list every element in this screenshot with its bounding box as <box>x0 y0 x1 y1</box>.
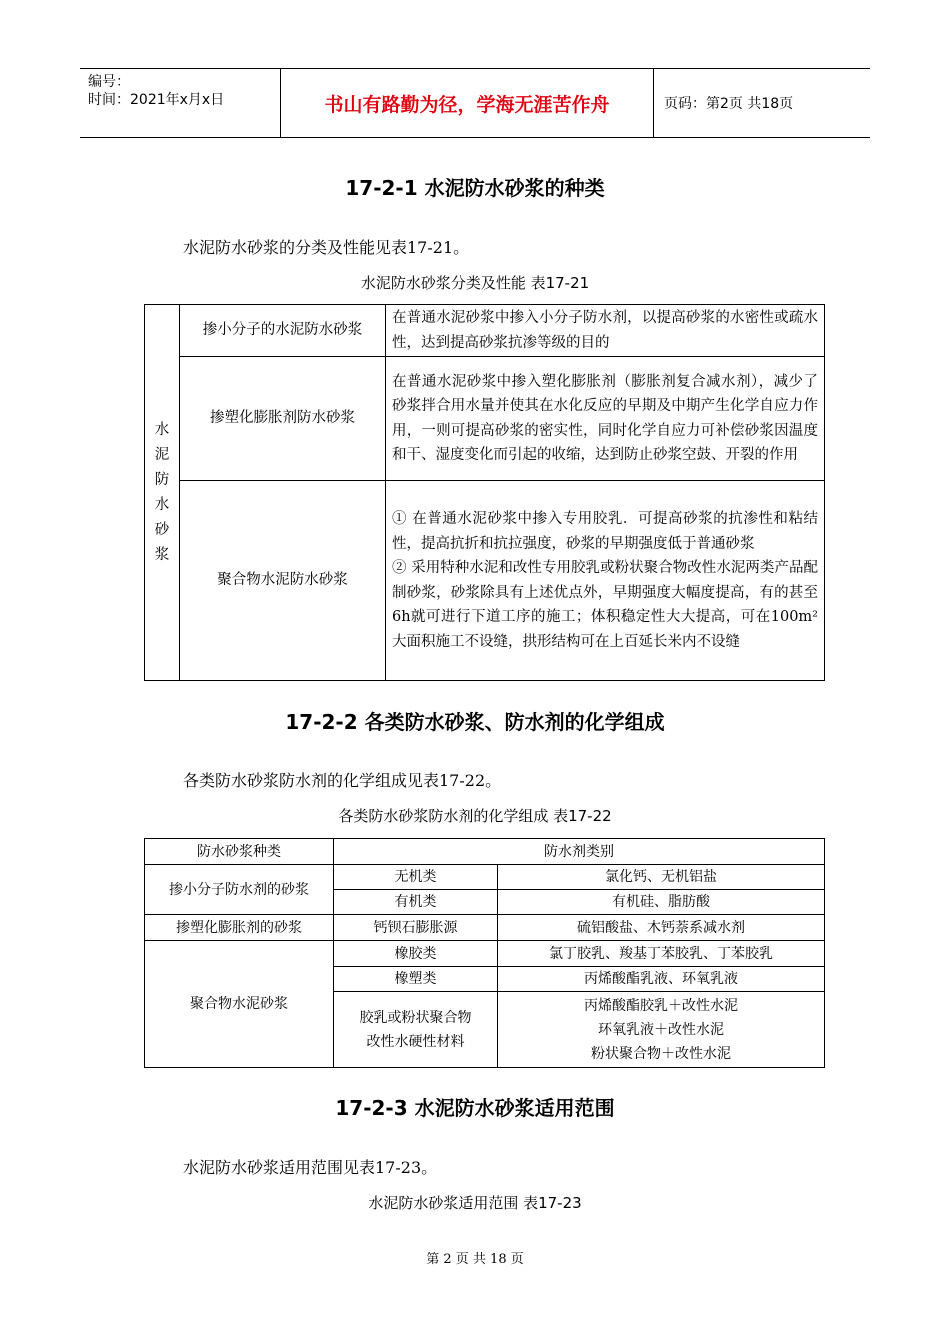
section-title-2: 17-2-2 各类防水砂浆、防水剂的化学组成 <box>285 710 665 734</box>
type-cell: 聚合物水泥防水砂浆 <box>180 481 386 681</box>
value-cell: 有机硅、脂肪酸 <box>498 890 825 915</box>
group-label-char: 砂 <box>154 521 170 538</box>
section-title-1: 17-2-1 水泥防水砂浆的种类 <box>345 176 605 200</box>
value-cell: 氯丁胶乳、羧基丁苯胶乳、丁苯胶乳 <box>498 941 825 967</box>
code-label: 编号： <box>88 74 130 90</box>
section-title-3: 17-2-3 水泥防水砂浆适用范围 <box>335 1096 615 1120</box>
category-cell: 橡胶类 <box>334 941 498 967</box>
table-header-row <box>145 839 825 865</box>
category-line: 改性水硬性材料 <box>366 1033 465 1050</box>
category-cell: 无机类 <box>334 865 498 890</box>
type-cell: 掺塑化膨胀剂防水砂浆 <box>180 357 386 481</box>
table-row <box>145 915 825 941</box>
group-cell: 掺小分子防水剂的砂浆 <box>145 865 334 915</box>
category-cell <box>334 992 498 1068</box>
table-17-21 <box>144 304 825 681</box>
value-cell <box>498 992 825 1068</box>
desc-cell: 在普通水泥砂浆中掺入小分子防水剂，以提高砂浆的水密性或疏水性，达到提高砂浆抗渗等级的目的 <box>386 305 825 357</box>
table-row <box>145 481 825 681</box>
section-intro-1: 水泥防水砂浆的分类及性能见表17-21。 <box>183 238 470 257</box>
group-label-char: 水 <box>154 496 170 513</box>
desc-item-2: ② 采用特种水泥和改性专用胶乳或粉状聚合物改性水泥两类产品配制砂浆，砂浆除具有上述优点外，早期强度大幅度提高，有的甚至6h就可进行下道工序的施工；体积稳定性大大提高，可在100m² 大面积施工不设缝，拱形结构可在上百延长米内不设缝 <box>392 560 818 650</box>
value-line: 丙烯酸酯胶乳＋改性水泥 <box>584 997 738 1014</box>
table-caption-1: 水泥防水砂浆分类及性能 表17-21 <box>360 274 590 292</box>
group-label-char: 防 <box>154 471 170 488</box>
category-cell: 有机类 <box>334 890 498 915</box>
category-line: 胶乳或粉状聚合物 <box>359 1009 472 1026</box>
value-cell: 丙烯酸酯乳液、环氧乳液 <box>498 967 825 992</box>
table-row <box>145 357 825 481</box>
header-cell: 防水剂类别 <box>334 839 825 865</box>
desc-cell <box>386 481 825 681</box>
group-cell: 掺塑化膨胀剂的砂浆 <box>145 915 334 941</box>
time-label: 时间：2021年x月x日 <box>88 92 225 108</box>
group-label-cell <box>145 305 180 681</box>
page-header <box>80 68 870 138</box>
value-cell: 硫铝酸盐、木钙萘系减水剂 <box>498 915 825 941</box>
page-footer: 第 2 页 共 18 页 <box>426 1252 524 1267</box>
value-line: 环氧乳液＋改性水泥 <box>598 1021 724 1038</box>
table-row <box>145 305 825 357</box>
section-intro-3: 水泥防水砂浆适用范围见表17-23。 <box>183 1158 438 1177</box>
table-caption-2: 各类防水砂浆防水剂的化学组成 表17-22 <box>338 807 612 825</box>
table-row <box>145 865 825 890</box>
desc-item-1: ① 在普通水泥砂浆中掺入专用胶乳．可提高砂浆的抗渗性和粘结性，提高抗折和抗拉强度，砂浆的早期强度低于普通砂浆 <box>392 511 818 552</box>
group-cell: 聚合物水泥砂浆 <box>145 941 334 1068</box>
category-cell: 钙钡石膨胀源 <box>334 915 498 941</box>
header-page-label: 页码：第2页 共18页 <box>664 96 794 112</box>
value-line: 粉状聚合物＋改性水泥 <box>591 1045 731 1062</box>
table-caption-3: 水泥防水砂浆适用范围 表17-23 <box>368 1194 582 1212</box>
group-label-char: 水 <box>154 421 170 438</box>
section-intro-2: 各类防水砂浆防水剂的化学组成见表17-22。 <box>183 771 502 790</box>
header-motto: 书山有路勤为径，学海无涯苦作舟 <box>281 69 654 137</box>
table-row <box>145 941 825 967</box>
type-cell: 掺小分子的水泥防水砂浆 <box>180 305 386 357</box>
desc-cell: 在普通水泥砂浆中掺入塑化膨胀剂（膨胀剂复合减水剂），减少了砂浆拌合用水量并使其在水化反应的早期及中期产生化学自应力作用，一则可提高砂浆的密实性，同时化学自应力可补偿砂浆因温度和干、湿度变化而引起的收缩，达到防止砂浆空鼓、开裂的作用 <box>386 357 825 481</box>
group-label-char: 泥 <box>154 446 170 463</box>
group-label <box>145 418 179 568</box>
group-label-char: 浆 <box>154 546 170 563</box>
header-cell: 防水砂浆种类 <box>145 839 334 865</box>
header-meta <box>80 69 281 137</box>
category-cell: 橡塑类 <box>334 967 498 992</box>
table-17-22 <box>144 838 825 1068</box>
value-cell: 氯化钙、无机铝盐 <box>498 865 825 890</box>
